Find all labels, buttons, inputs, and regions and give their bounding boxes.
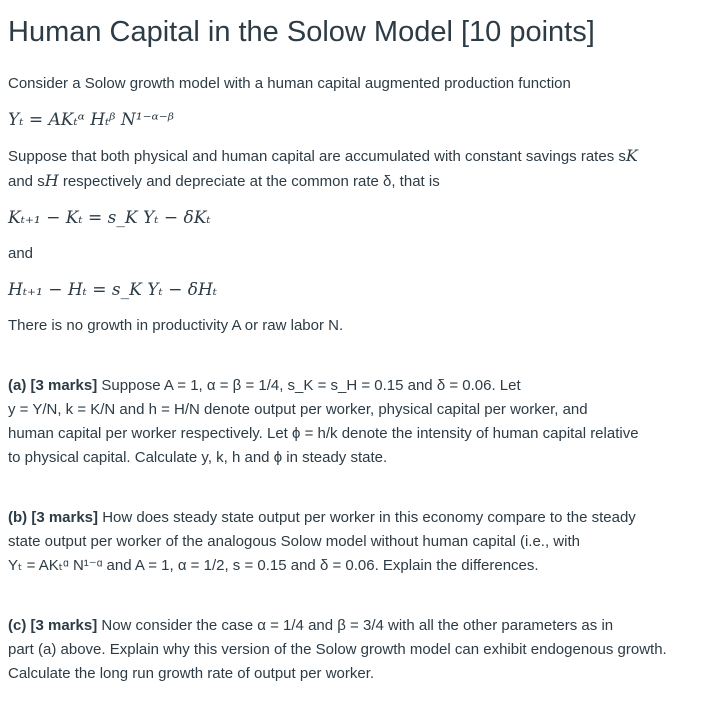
production-equation: Yₜ = AKₜᵅ Hₜᵝ N¹⁻ᵅ⁻ᵝ: [8, 110, 174, 130]
part-b-line1: How does steady state output per worker in this economy compare to the steady: [98, 509, 636, 526]
part-a-label: (a) [3 marks]: [8, 377, 98, 394]
part-b-line3: Yₜ = AKₜᵅ N¹⁻ᵅ and A = 1, α = 1/2, s = 0.15 and δ = 0.06. Explain the differences.: [8, 557, 539, 574]
accumulation-text: [8, 144, 705, 194]
part-b-label: (b) [3 marks]: [8, 509, 99, 526]
sk-sub: K: [625, 146, 638, 165]
sh-sub: H: [44, 171, 59, 190]
intro-text: Consider a Solow growth model with a human capital augmented production function: [8, 75, 571, 92]
part-a: [8, 374, 705, 470]
part-a-line4: to physical capital. Calculate y, k, h and ϕ in steady state.: [8, 449, 388, 466]
part-c: [8, 614, 705, 686]
and-text: and: [8, 245, 34, 262]
part-b: [8, 506, 705, 578]
accum-text-3: respectively and depreciate at the common rate δ, that is: [58, 173, 440, 190]
part-c-line3: Calculate the long run growth rate of output per worker.: [8, 665, 375, 682]
h-equation: Hₜ₊₁ − Hₜ = s_K Yₜ − δHₜ: [8, 280, 217, 300]
part-a-line2: y = Y/N, k = K/N and h = H/N denote output per worker, physical capital per worker, and: [8, 401, 588, 418]
no-growth-text: There is no growth in productivity A or raw labor N.: [8, 317, 344, 334]
accum-text-1: Suppose that both physical and human capital are accumulated with constant savings rates s: [8, 148, 626, 165]
part-a-line3: human capital per worker respectively. Let ϕ = h/k denote the intensity of human capital relative: [8, 425, 639, 442]
part-b-line2: state output per worker of the analogous Solow model without human capital (i.e., with: [8, 533, 580, 550]
part-c-line1: Now consider the case α = 1/4 and β = 3/4 with all the other parameters as in: [97, 617, 614, 634]
page-title: Human Capital in the Solow Model [10 points]: [8, 16, 595, 48]
part-a-line1: Suppose A = 1, α = β = 1/4, s_K = s_H = 0.15 and δ = 0.06. Let: [97, 377, 521, 394]
k-equation: Kₜ₊₁ − Kₜ = s_K Yₜ − δKₜ: [8, 208, 211, 228]
accum-text-2: and s: [8, 173, 45, 190]
part-c-label: (c) [3 marks]: [8, 617, 98, 634]
part-c-line2: part (a) above. Explain why this version of the Solow growth model can exhibit endogenous growth.: [8, 641, 667, 658]
